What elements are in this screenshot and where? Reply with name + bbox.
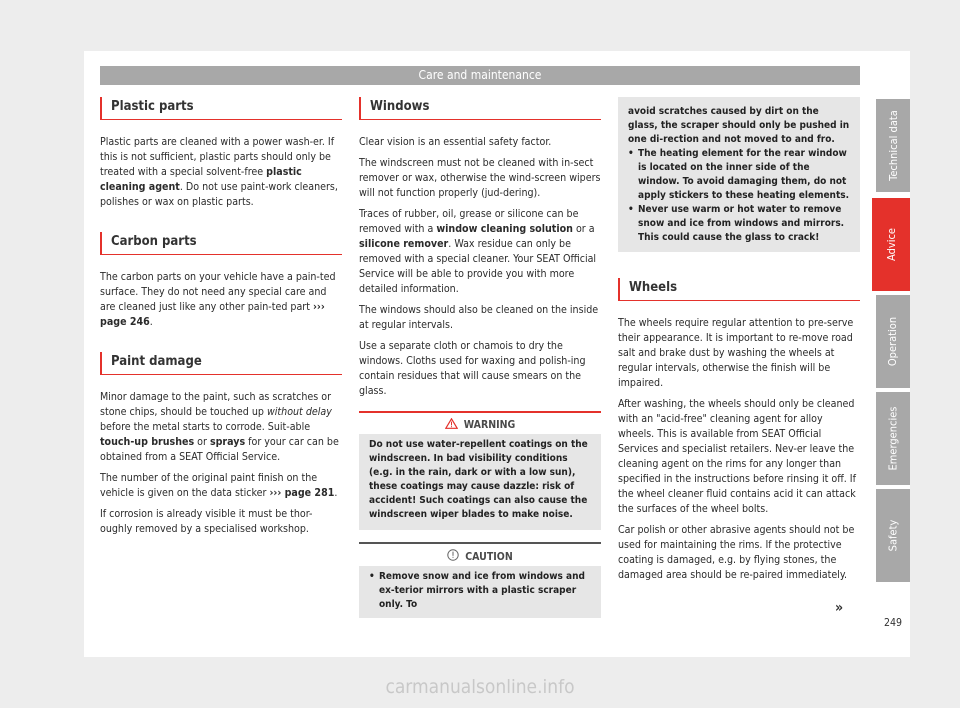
caution-text: The heating element for the rear window is located on the inner side of the window. To avoid damaging them, do not apply stickers to these heating elements. <box>638 148 850 201</box>
tab-label: Technical data <box>886 110 900 181</box>
bullet-dot: • <box>628 204 634 215</box>
column-left <box>100 97 342 543</box>
windows-text-2: The windscreen must not be cleaned with in-sect remover or wax, otherwise the wind-screen wipers will not function properly (jud-dering). <box>359 157 601 199</box>
warning-box <box>359 411 601 530</box>
tab-emergencies[interactable] <box>876 392 910 485</box>
heading-paint-damage: Paint damage <box>100 352 342 375</box>
wheels-text-3: Car polish or other abrasive agents should not be used for maintaining the rims. If the protective coating is damaged, e.g. by flying stones, the damaged area should be re-paired immediately. <box>618 524 855 581</box>
page-link-281[interactable]: ››› page 281 <box>269 487 335 499</box>
warning-triangle-icon <box>445 418 458 429</box>
warning-header <box>359 413 601 434</box>
tab-safety[interactable] <box>876 489 910 582</box>
heading-windows: Windows <box>359 97 601 120</box>
caution-info-icon <box>447 549 459 561</box>
caution-label: CAUTION <box>465 551 513 563</box>
bullet-dot: • <box>628 148 634 159</box>
caution-continuation-box <box>618 97 860 252</box>
heading-carbon-parts: Carbon parts <box>100 232 342 255</box>
caution-item <box>628 147 850 203</box>
caution-text: Never use warm or hot water to remove snow and ice from windows and mirrors. This could cause the glass to crack! <box>638 204 845 243</box>
windows-text-3: Traces of rubber, oil, grease or silicone can be removed with a window cleaning solution or a silicone remover. Wax residue can only be removed with a special cleaner. Your SEAT Official Service will be able to provide you with more detailed information. <box>359 208 597 295</box>
tab-technical-data[interactable] <box>876 99 910 192</box>
windows-text-5: Use a separate cloth or chamois to dry the windows. Cloths used for waxing and polish-ing contain residues that will cause smears on the glass. <box>359 340 586 397</box>
tab-label: Emergencies <box>886 406 900 471</box>
column-middle <box>359 97 601 618</box>
wheels-text-1: The wheels require regular attention to pre-serve their appearance. It is important to re-move road salt and brake dust by washing the wheels at regular intervals, otherwise the finish will be impaired. <box>618 317 854 389</box>
paint-damage-text-2: The number of the original paint finish on the vehicle is given on the data sticker ››› page 281. <box>100 472 338 499</box>
tab-label: Operation <box>886 316 900 367</box>
warning-label: WARNING <box>463 419 516 431</box>
continue-arrow-icon: » <box>835 600 844 616</box>
column-right <box>618 97 860 589</box>
carbon-parts-text: The carbon parts on your vehicle have a pain-ted surface. They do not need any special care and are cleaned just like any other pain-ted part ››› page 246. <box>100 271 336 328</box>
heading-plastic-parts: Plastic parts <box>100 97 342 120</box>
caution-box <box>359 542 601 618</box>
page-number: 249 <box>883 617 903 629</box>
caution-header <box>359 544 601 566</box>
caution-item <box>628 203 850 245</box>
page-link-246[interactable]: ››› page 246 <box>100 301 325 328</box>
tab-advice[interactable] <box>872 198 910 291</box>
plastic-parts-text: Plastic parts are cleaned with a power wash-er. If this is not sufficient, plastic parts should only be treated with a special solvent-free plastic cleaning agent. Do not use paint-work cleaners, polishes or wax on plastic parts. <box>100 136 338 208</box>
tab-label: Safety <box>886 519 900 552</box>
windows-text-1: Clear vision is an essential safety factor. <box>359 136 552 148</box>
caution-continued-text: avoid scratches caused by dirt on the glass, the scraper should only be pushed in one di-rection and not moved to and fro. <box>628 106 850 145</box>
windows-text-4: The windows should also be cleaned on the inside at regular intervals. <box>359 304 599 331</box>
section-banner: Care and maintenance <box>100 66 860 85</box>
paint-damage-text-3: If corrosion is already visible it must be thor-oughly removed by a specialised workshop. <box>100 508 313 535</box>
tab-operation[interactable] <box>876 295 910 388</box>
watermark: carmanualsonline.info <box>385 676 575 698</box>
wheels-text-2: After washing, the wheels should only be cleaned with an "acid-free" cleaning agent for alloy wheels. This is available from SEAT Official Services and specialist retailers. Nev-er leave the cleaning agent on the rims for any longer than specified in the instructions before rinsing it off. If the wheel cleaner fluid contains acid it can attack the surfaces of the wheel bolts. <box>618 398 856 515</box>
caution-text: Remove snow and ice from windows and ex-terior mirrors with a plastic scraper only. To <box>379 571 585 610</box>
bullet-dot: • <box>369 571 375 582</box>
paint-damage-text-1: Minor damage to the paint, such as scratches or stone chips, should be touched up without delay before the metal starts to corrode. Suit-able touch-up brushes or sprays for your car can be obtained from a SEAT Official Service. <box>100 391 339 463</box>
heading-wheels: Wheels <box>618 278 860 301</box>
caution-item <box>359 566 601 618</box>
tab-label: Advice <box>884 228 898 261</box>
warning-text: Do not use water-repellent coatings on the windscreen. In bad visibility conditions (e.g. in the rain, dark or with a low sun), these coatings may cause dazzle: risk of accident! Such coatings can also cause the windscreen wiper blades to make noise. <box>369 439 588 520</box>
